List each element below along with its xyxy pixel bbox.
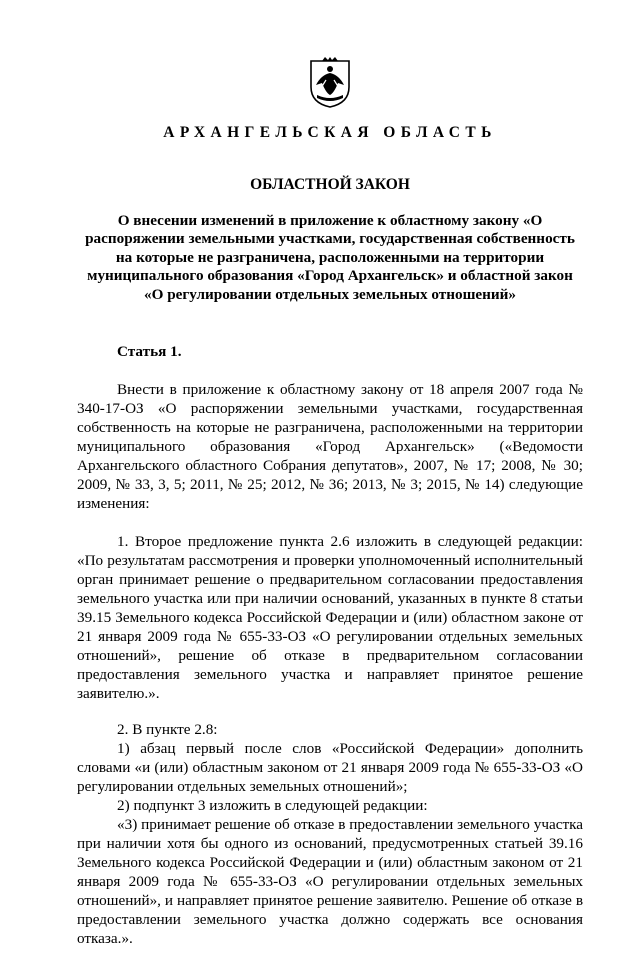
paragraph-intro: Внести в приложение к областному закону от 18 апреля 2007 года № 340-17-ОЗ «О распоряжении земельными участками, государственная собственность на которые не разграничена, расположенными на территории муниципального образования «Город Архангельск» («Ведомости Архангельского областного Собрания депутатов», 2007, № 17; 2008, № 30; 2009, № 33, 3, 5; 2011, № 25; 2012, № 36; 2013, № 3; 2015, № 14) следующие изменения: <box>77 381 583 513</box>
document-page <box>0 57 640 962</box>
law-title: О внесении изменений в приложение к областному закону «О распоряжении земельными участками, государственная собственность на которые не разграничена, расположенными на территории муниципального образования «Город Архангельск» и областной закон «О регулировании отдельных земельных отношений» <box>85 212 575 303</box>
paragraph-item-1: 1. Второе предложение пункта 2.6 изложить в следующей редакции: «По результатам рассмотрения и проверки уполномоченный исполнительный орган принимает решение о предварительном согласовании предоставления земельного участка или при наличии оснований, указанных в пункте 8 статьи 39.15 Земельного кодекса Российской Федерации и (или) областном законе от 21 января 2009 года № 655-33-ОЗ «О регулировании отдельных земельных отношений», решение об отказе в предварительном согласовании предоставления земельного участка и направляет принятое решение заявителю.». <box>77 533 583 703</box>
paragraph-subitem-2: 2) подпункт 3 изложить в следующей редакции: <box>117 797 428 815</box>
region-name: АРХАНГЕЛЬСКАЯ ОБЛАСТЬ <box>163 124 497 141</box>
law-type-heading: ОБЛАСТНОЙ ЗАКОН <box>250 176 410 193</box>
coat-of-arms-icon <box>307 57 353 109</box>
paragraph-item-2: 2. В пункте 2.8: <box>117 721 218 739</box>
paragraph-subitem-1: 1) абзац первый после слов «Российской Федерации» дополнить словами «и (или) областным законом от 21 января 2009 года № 655-33-ОЗ «О регулировании отдельных земельных отношений»; <box>77 740 583 796</box>
article-heading: Статья 1. <box>117 343 182 361</box>
paragraph-quoted-subitem-3: «3) принимает решение об отказе в предоставлении земельного участка при наличии хотя бы одного из оснований, предусмотренных статьей 39.16 Земельного кодекса Российской Федерации и (или) областным законом от 21 января 2009 года № 655-33-ОЗ «О регулировании отдельных земельных отношений», и направляет принятое решение заявителю. Решение об отказе в предоставлении земельного участка должно содержать все основания отказа.». <box>77 816 583 948</box>
